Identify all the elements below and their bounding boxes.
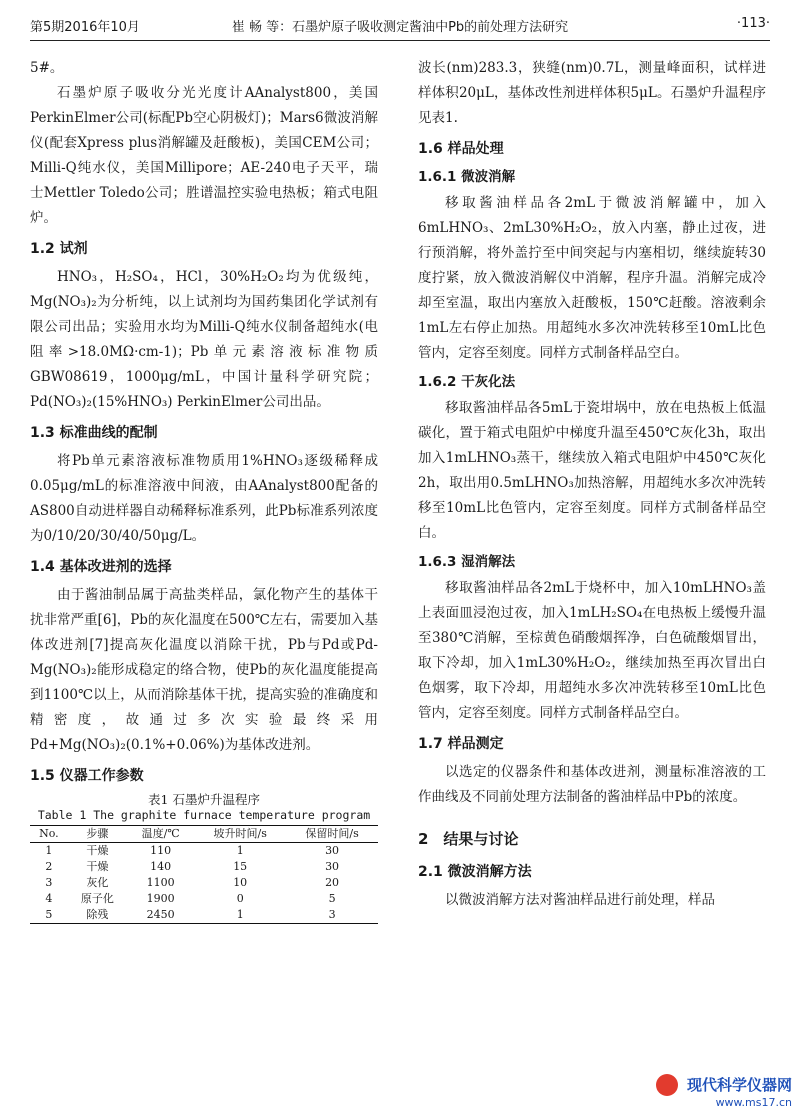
table-cell: 2	[45, 860, 53, 873]
table-cell: 10	[233, 876, 248, 889]
col-header: 步骤	[86, 827, 109, 840]
paragraph: HNO₃，H₂SO₄，HCl，30%H₂O₂均为优级纯，Mg(NO₃)₂为分析纯，以上试剂均为国药集团化学试剂有限公司出品；实验用水均为Milli-Q纯水仪制备超纯水(电阻率>18.0MΩ·cm-1)；Pb单元素溶液标准物质GBW08619，1000μg/mL，中国计量科学研究院；Pd(NO₃)₂(15%HNO₃) PerkinElmer公司出品。	[30, 269, 378, 410]
col-header: 温度/℃	[141, 827, 180, 840]
table-cell: 30	[325, 844, 340, 857]
table-cell: 除残	[86, 908, 109, 921]
section-heading: 1.4 基体改进剂的选择	[30, 559, 172, 575]
running-header	[30, 10, 770, 36]
watermark-title: 现代科学仪器网	[686, 1075, 792, 1094]
header-rule	[30, 40, 770, 41]
running-title: 崔 畅 等：石墨炉原子吸收测定酱油中Pb的前处理方法研究	[231, 20, 569, 35]
paragraph: 以选定的仪器条件和基体改进剂，测量标准溶液的工作曲线及不同前处理方法制备的酱油样品中Pb的浓度。	[418, 764, 766, 805]
table-cell: 1900	[146, 892, 175, 905]
table-cell: 1	[236, 908, 244, 921]
subsection-heading: 1.6.2 干灰化法	[418, 374, 516, 390]
paragraph: 移取酱油样品各2mL于烧杯中，加入10mLHNO₃盖上表面皿浸泡过夜，加入1mLH₂SO₄在电热板上缓慢升温至380℃消解，至棕黄色硝酸烟挥净，白色硫酸烟冒出，取下冷却，加入1mL30%H₂O₂，继续加热至再次冒出白色烟雾，取下冷却，用超纯水多次冲洗转移至10mL比色管内，定容至刻度。同样方式制备样品空白。	[418, 580, 766, 721]
paragraph: 波长(nm)283.3，狭缝(nm)0.7L，测量峰面积，试样进样体积20μL，基体改性剂进样体积5μL。石墨炉升温程序见表1.	[418, 60, 766, 126]
table-cell: 原子化	[80, 892, 114, 905]
section-heading: 1.2 试剂	[30, 241, 88, 257]
subsection-heading: 1.6.3 湿消解法	[418, 554, 516, 570]
table-cell: 2450	[146, 908, 175, 921]
paragraph: 5#。	[30, 60, 64, 76]
table-row	[30, 859, 378, 875]
table-cell: 1	[236, 844, 244, 857]
col-header: 保留时间/s	[305, 827, 359, 840]
left-column	[30, 56, 378, 924]
section-heading: 1.6 样品处理	[418, 141, 504, 157]
col-header: No.	[39, 827, 59, 840]
table-cell: 4	[45, 892, 53, 905]
table-cell: 3	[328, 908, 336, 921]
table-row	[30, 891, 378, 907]
table-cell: 5	[328, 892, 336, 905]
table-row	[30, 875, 378, 891]
table-cell: 灰化	[86, 876, 109, 889]
table-row	[30, 907, 378, 924]
table-caption: 表1 石墨炉升温程序	[148, 792, 260, 807]
table-cell: 干燥	[86, 844, 109, 857]
table-cell: 5	[45, 908, 53, 921]
page-number: ·113·	[736, 16, 770, 31]
table-row	[30, 843, 378, 860]
table-header-row	[30, 826, 378, 843]
section-heading: 1.7 样品测定	[418, 736, 504, 752]
subsection-heading: 1.6.1 微波消解	[418, 169, 516, 185]
table-cell: 30	[325, 860, 340, 873]
paragraph: 移取酱油样品各2mL于微波消解罐中，加入6mLHNO₃、2mL30%H₂O₂，放入内塞，静止过夜，进行预消解，将外盖拧至中间突起与内塞相切，继续旋转30度拧紧，放入微波消解仪中消解，程序升温。消解完成冷却至室温，取出内塞放入赶酸板，150℃赶酸。溶液剩余1mL左右停止加热。用超纯水多次冲洗转移至10mL比色管内，定容至刻度。同样方式制备样品空白。	[418, 195, 766, 361]
table-cell: 0	[236, 892, 244, 905]
table-cell: 1100	[146, 876, 175, 889]
watermark	[656, 1074, 792, 1110]
right-column	[418, 56, 766, 913]
chapter-heading: 2 结果与讨论	[418, 830, 519, 848]
col-header: 坡升时间/s	[213, 827, 267, 840]
paragraph: 石墨炉原子吸收分光光度计AAnalyst800，美国PerkinElmer公司(标配Pb空心阴极灯)；Mars6微波消解仪(配套Xpress plus消解罐及赶酸板)，美国CEM公司；Milli-Q纯水仪，美国Millipore；AE-240电子天平，瑞士Mettler Toledo公司；胜谱温控实验电热板；箱式电阻炉。	[30, 85, 378, 226]
table-cell: 110	[150, 844, 172, 857]
issue-info: 第5期2016年10月	[30, 20, 140, 35]
section-heading: 1.5 仪器工作参数	[30, 768, 144, 784]
section-heading: 1.3 标准曲线的配制	[30, 425, 158, 441]
table-cell: 干燥	[86, 860, 109, 873]
table-caption-en: Table 1 The graphite furnace temperature program	[37, 808, 371, 822]
table-cell: 140	[150, 860, 172, 873]
table-cell: 20	[325, 876, 340, 889]
paragraph: 移取酱油样品各5mL于瓷坩埚中，放在电热板上低温碳化，置于箱式电阻炉中梯度升温至450℃灰化3h，取出加入1mLHNO₃蒸干，继续放入箱式电阻炉中450℃灰化2h，取出用0.5mLHNO₃加热溶解，用超纯水多次冲洗转移至10mL比色管内，定容至刻度。同样方式制备样品空白。	[418, 400, 766, 541]
paragraph: 由于酱油制品属于高盐类样品，氯化物产生的基体干扰非常严重[6]，Pb的灰化温度在500℃左右，需要加入基体改进剂[7]提高灰化温度以消除干扰，Pb与Pd或Pd-Mg(NO₃)₂能形成稳定的络合物，使Pb的灰化温度能提高到1100℃以上，从而消除基体干扰，提高实验的准确度和精密度，故通过多次实验最终采用Pd+Mg(NO₃)₂(0.1%+0.06%)为基体改进剂。	[30, 587, 378, 753]
section-heading: 2.1 微波消解方法	[418, 864, 532, 880]
table-cell: 1	[45, 844, 53, 857]
watermark-logo-icon	[656, 1074, 678, 1096]
watermark-url: www.ms17.cn	[715, 1096, 792, 1109]
table-cell: 3	[45, 876, 53, 889]
paragraph: 以微波消解方法对酱油样品进行前处理，样品	[445, 892, 715, 908]
paragraph: 将Pb单元素溶液标准物质用1%HNO₃逐级稀释成0.05μg/mL的标准溶液中间液，由AAnalyst800配备的AS800自动进样器自动稀释标准系列，此Pb标准系列浓度为0/10/20/30/40/50μg/L。	[30, 453, 378, 544]
temperature-program-table	[30, 825, 378, 924]
table-cell: 15	[233, 860, 248, 873]
table-1	[30, 792, 378, 924]
